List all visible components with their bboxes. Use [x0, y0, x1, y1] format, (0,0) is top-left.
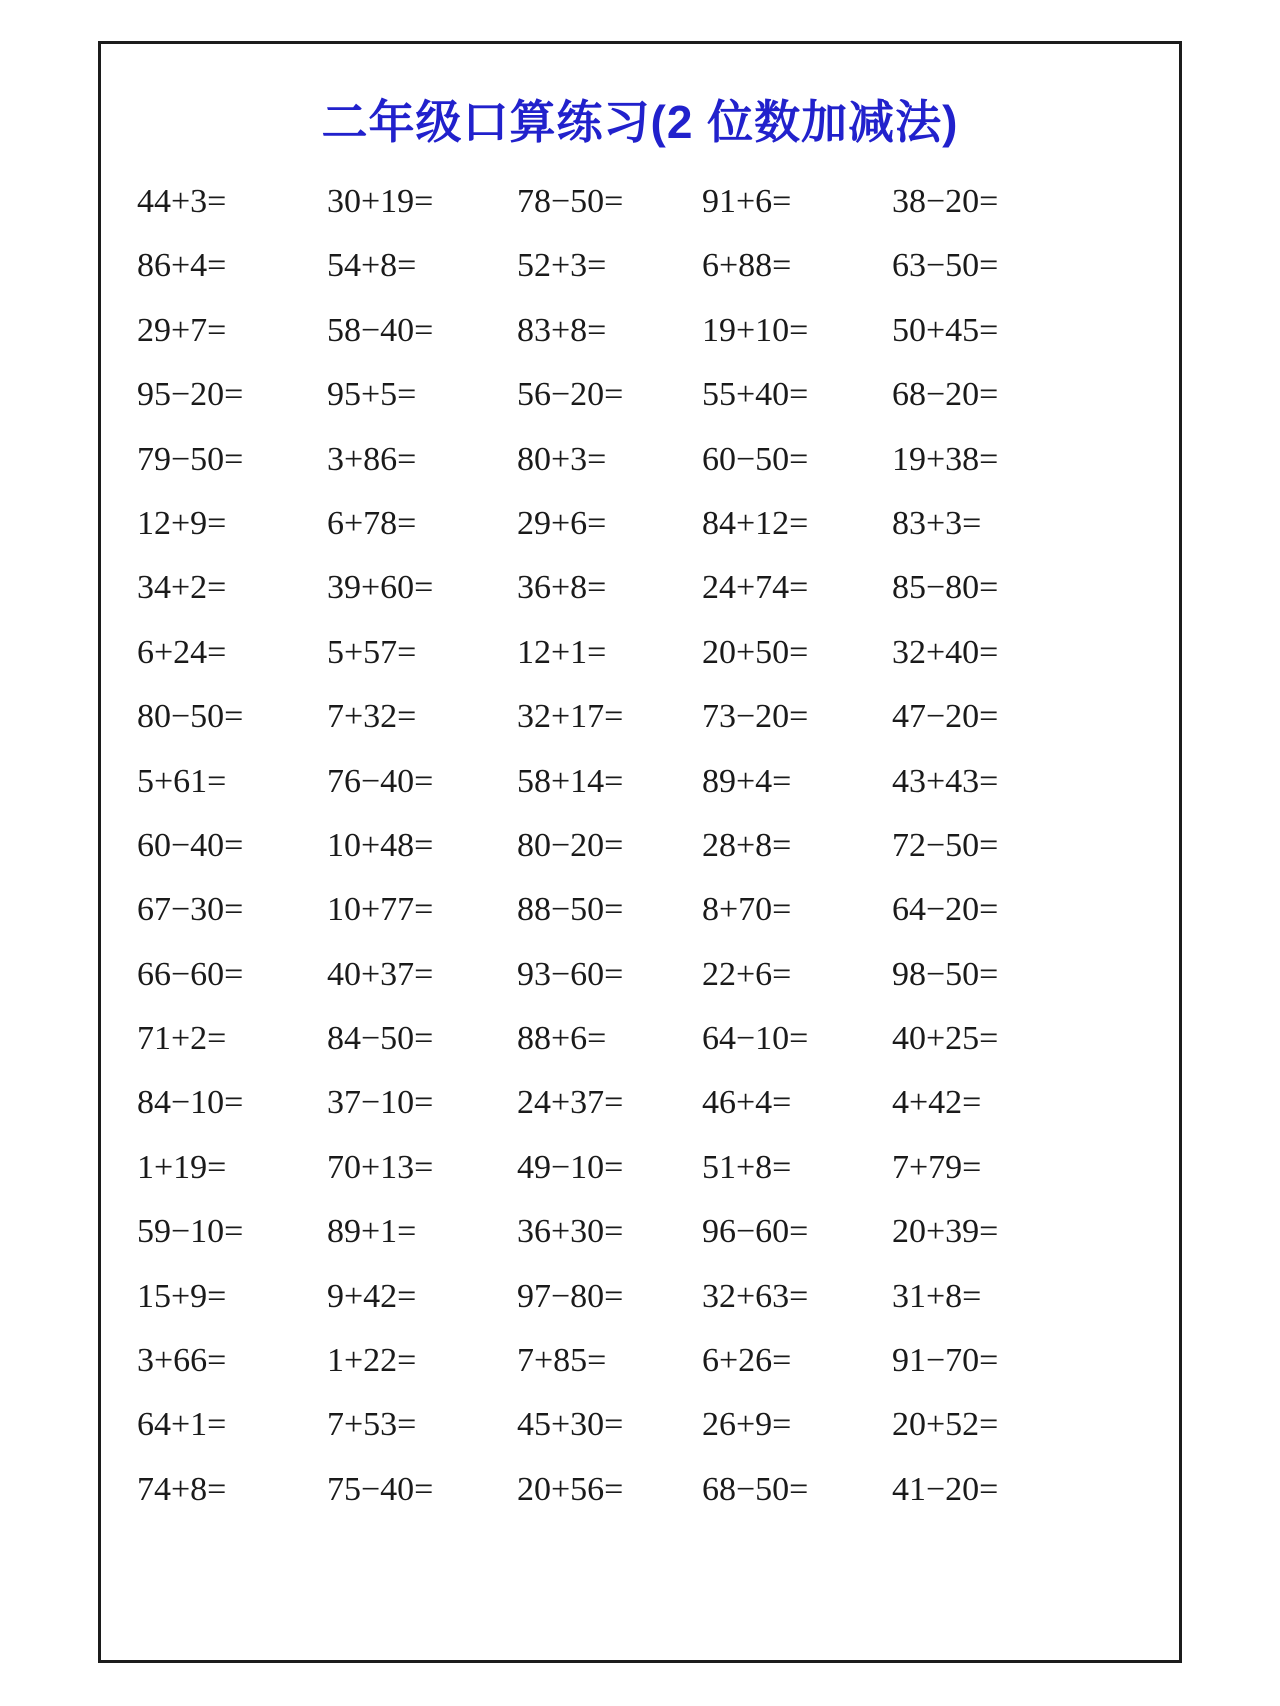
problem: 20+39= — [892, 1213, 999, 1251]
problem: 10+77= — [327, 891, 434, 929]
problem: 30+19= — [327, 183, 434, 220]
problem: 19+38= — [892, 440, 999, 478]
problem: 64−10= — [702, 1020, 809, 1058]
problem: 29+6= — [517, 504, 607, 542]
problem: 6+78= — [327, 504, 417, 542]
problem: 64+1= — [137, 1406, 227, 1444]
problem: 67−30= — [137, 891, 244, 929]
problem: 91−70= — [892, 1342, 999, 1380]
problem: 9+42= — [327, 1277, 417, 1315]
problem: 36+30= — [517, 1213, 624, 1251]
problem: 97−80= — [517, 1277, 624, 1315]
problem: 8+70= — [702, 891, 792, 929]
problem: 19+10= — [702, 311, 809, 349]
problem: 7+53= — [327, 1406, 417, 1444]
problem: 91+6= — [702, 183, 792, 220]
problem: 12+1= — [517, 633, 607, 671]
problem: 41−20= — [892, 1470, 999, 1508]
problem: 88+6= — [517, 1020, 607, 1058]
problem: 1+19= — [137, 1148, 227, 1186]
problem: 79−50= — [137, 440, 244, 478]
problem: 22+6= — [702, 955, 792, 993]
problem: 5+61= — [137, 762, 227, 800]
problem: 1+22= — [327, 1342, 417, 1380]
problem: 34+2= — [137, 569, 227, 607]
problem: 37−10= — [327, 1084, 434, 1122]
problem: 28+8= — [702, 826, 792, 864]
problem: 51+8= — [702, 1148, 792, 1186]
problem: 60−50= — [702, 440, 809, 478]
problem: 7+79= — [892, 1148, 982, 1186]
problem: 39+60= — [327, 569, 434, 607]
problem: 46+4= — [702, 1084, 792, 1122]
problem: 59−10= — [137, 1213, 244, 1251]
problem: 74+8= — [137, 1470, 227, 1508]
problem-grid — [137, 170, 1082, 1522]
problem: 20+56= — [517, 1470, 624, 1508]
problem: 4+42= — [892, 1084, 982, 1122]
problem: 40+25= — [892, 1020, 999, 1058]
problem: 71+2= — [137, 1020, 227, 1058]
problem: 95+5= — [327, 376, 417, 414]
problem: 60−40= — [137, 826, 244, 864]
problem: 50+45= — [892, 311, 999, 349]
problem: 15+9= — [137, 1277, 227, 1315]
problem: 38−20= — [892, 183, 999, 220]
problem: 56−20= — [517, 376, 624, 414]
problem: 76−40= — [327, 762, 434, 800]
problem: 80−50= — [137, 698, 244, 736]
problem: 73−20= — [702, 698, 809, 736]
problem: 58−40= — [327, 311, 434, 349]
problem: 36+8= — [517, 569, 607, 607]
problem: 88−50= — [517, 891, 624, 929]
problem: 45+30= — [517, 1406, 624, 1444]
problem: 83+8= — [517, 311, 607, 349]
problem: 3+86= — [327, 440, 417, 478]
problem: 83+3= — [892, 504, 982, 542]
problem: 54+8= — [327, 247, 417, 285]
problem: 80−20= — [517, 826, 624, 864]
problem: 89+4= — [702, 762, 792, 800]
problem: 70+13= — [327, 1148, 434, 1186]
problem: 47−20= — [892, 698, 999, 736]
problem: 24+74= — [702, 569, 809, 607]
problem: 64−20= — [892, 891, 999, 929]
problem: 40+37= — [327, 955, 434, 993]
problem: 72−50= — [892, 826, 999, 864]
problem: 20+50= — [702, 633, 809, 671]
problem: 6+88= — [702, 247, 792, 285]
problem: 6+24= — [137, 633, 227, 671]
problem: 84+12= — [702, 504, 809, 542]
problem: 12+9= — [137, 504, 227, 542]
problem: 32+17= — [517, 698, 624, 736]
problem: 43+43= — [892, 762, 999, 800]
problem: 96−60= — [702, 1213, 809, 1251]
problem: 49−10= — [517, 1148, 624, 1186]
problem: 44+3= — [137, 183, 227, 220]
problem: 32+63= — [702, 1277, 809, 1315]
problem: 29+7= — [137, 311, 227, 349]
problem: 31+8= — [892, 1277, 982, 1315]
problem: 78−50= — [517, 183, 624, 220]
problem: 10+48= — [327, 826, 434, 864]
problem: 7+32= — [327, 698, 417, 736]
problem: 68−20= — [892, 376, 999, 414]
problem: 3+66= — [137, 1342, 227, 1380]
problem: 32+40= — [892, 633, 999, 671]
problem: 52+3= — [517, 247, 607, 285]
problem: 84−50= — [327, 1020, 434, 1058]
problem: 66−60= — [137, 955, 244, 993]
problem: 93−60= — [517, 955, 624, 993]
problem: 24+37= — [517, 1084, 624, 1122]
problem: 95−20= — [137, 376, 244, 414]
problem: 5+57= — [327, 633, 417, 671]
problem: 85−80= — [892, 569, 999, 607]
problem: 58+14= — [517, 762, 624, 800]
problem: 75−40= — [327, 1470, 434, 1508]
problem: 84−10= — [137, 1084, 244, 1122]
problem: 63−50= — [892, 247, 999, 285]
problem: 26+9= — [702, 1406, 792, 1444]
problem: 89+1= — [327, 1213, 417, 1251]
problem: 55+40= — [702, 376, 809, 414]
problem: 80+3= — [517, 440, 607, 478]
problem: 86+4= — [137, 247, 227, 285]
page-title: 二年级口算练习(2 位数加减法) — [321, 95, 959, 148]
problem: 7+85= — [517, 1342, 607, 1380]
problem: 98−50= — [892, 955, 999, 993]
problem: 20+52= — [892, 1406, 999, 1444]
problem: 68−50= — [702, 1470, 809, 1508]
problem: 6+26= — [702, 1342, 792, 1380]
